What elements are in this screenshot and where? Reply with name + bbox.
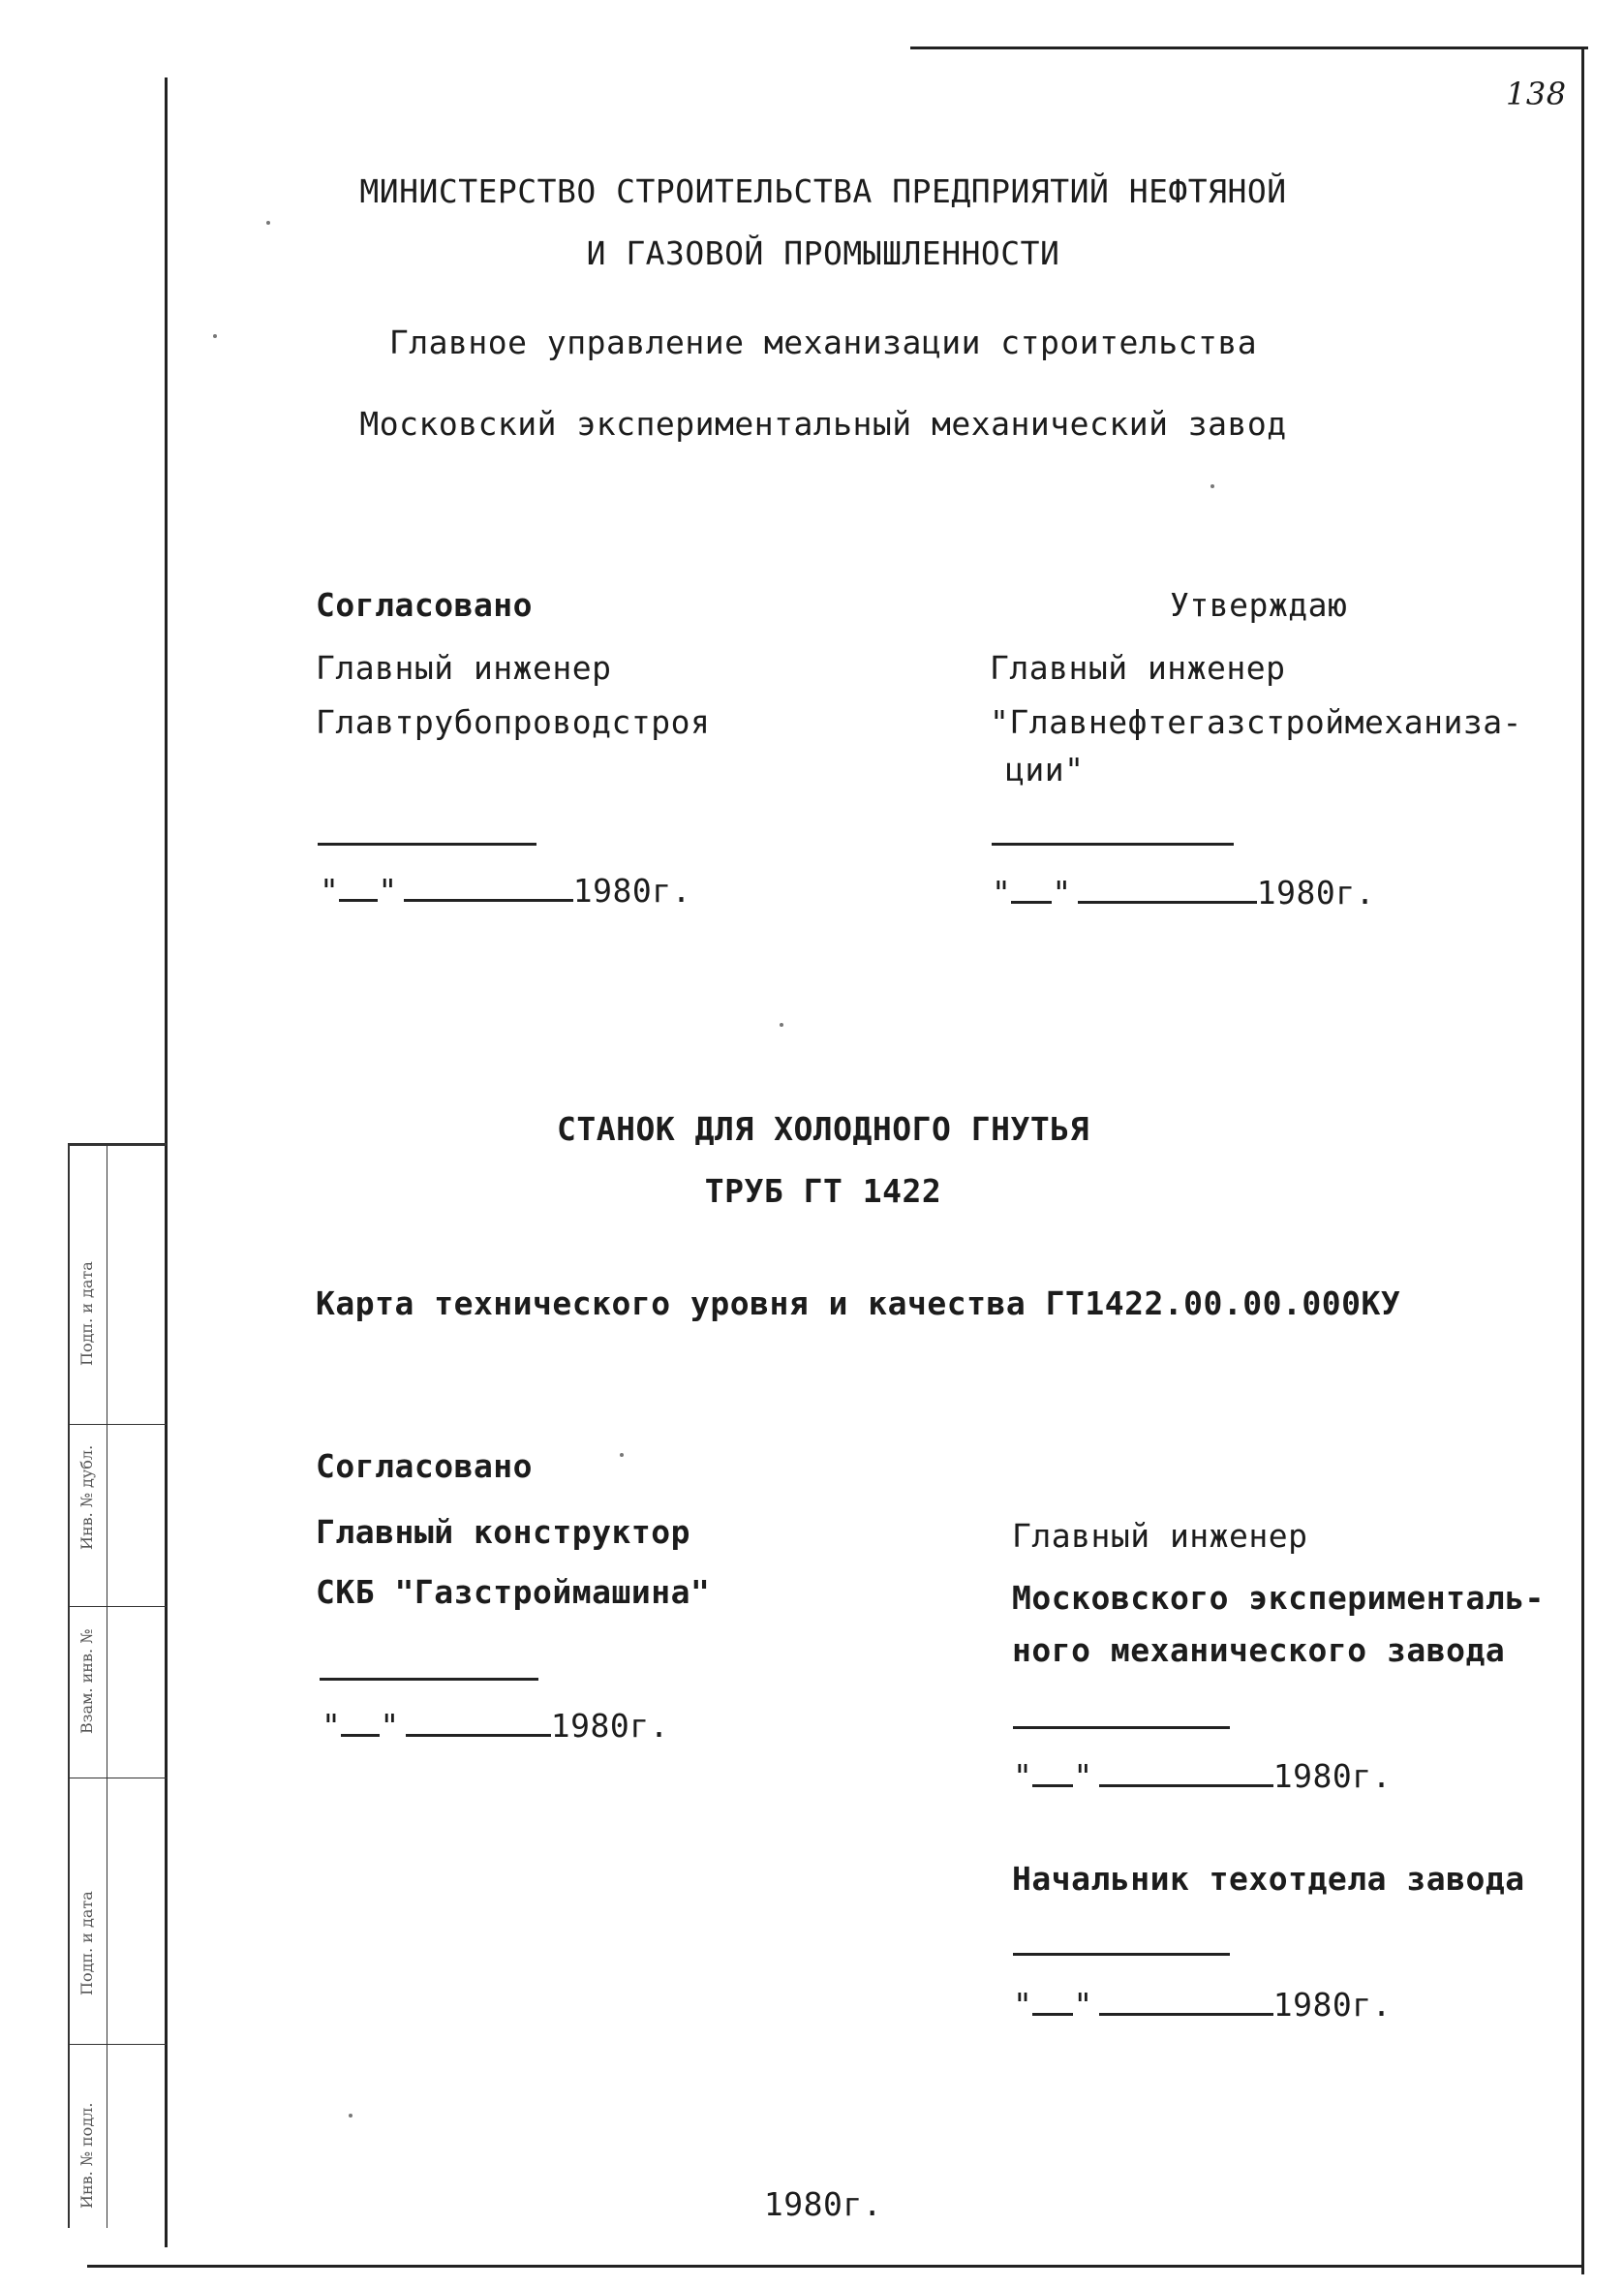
ministry-line-1: МИНИСТЕРСТВО СТРОИТЕЛЬСТВА ПРЕДПРИЯТИЙ НЕФТЯНОЙ: [359, 172, 1287, 210]
date-year: 1980г.: [1256, 874, 1375, 912]
lower-agreed-label: Согласовано: [316, 1447, 534, 1485]
tech-department-head-position: Начальник техотдела завода: [1012, 1860, 1525, 1898]
approve-organization-line-1: "Главнефтегазстроймеханиза-: [990, 703, 1522, 741]
scan-speck: [266, 221, 270, 225]
day-blank: [1011, 874, 1052, 904]
date-quote-close: ": [1073, 1757, 1093, 1795]
frame-top-line: [910, 46, 1588, 49]
date-quote-open: ": [1013, 1757, 1033, 1795]
side-stamp: [68, 1143, 167, 2228]
frame-right-line: [1581, 46, 1584, 2274]
date-quote-open: ": [992, 874, 1012, 912]
date-quote-close: ": [380, 1707, 400, 1745]
tech-department-date: [1013, 1986, 1392, 2024]
department-name: Главное управление механизации строительства: [388, 324, 1258, 361]
agreed-position: Главный инженер: [316, 649, 612, 687]
date-year: 1980г.: [550, 1707, 669, 1745]
date-year: 1980г.: [1272, 1986, 1392, 2024]
date-quote-open: ": [322, 1707, 342, 1745]
stamp-rule-2: [68, 1606, 167, 1607]
chief-engineer-date: [1013, 1757, 1392, 1795]
agreed-organization: Главтрубопроводстроя: [316, 703, 711, 741]
footer-year: 1980г.: [763, 2185, 883, 2223]
date-year: 1980г.: [572, 872, 691, 910]
lower-agreed-signature-line: [320, 1678, 538, 1681]
date-year: 1980г.: [1272, 1757, 1392, 1795]
stamp-label-2: Инв. № дубл.: [77, 1444, 96, 1550]
date-quote-open: ": [1013, 1986, 1033, 2024]
chief-engineer-organization-line-1: Московского эксперименталь-: [1012, 1579, 1545, 1617]
document-title-line-2: ТРУБ ГТ 1422: [704, 1172, 942, 1210]
ministry-line-2: И ГАЗОВОЙ ПРОМЫШЛЕННОСТИ: [586, 234, 1060, 272]
lower-agreed-organization: СКБ "Газстроймашина": [316, 1573, 711, 1611]
lower-agreed-position: Главный конструктор: [316, 1513, 690, 1551]
agreed-label: Согласовано: [316, 586, 534, 624]
scan-speck: [213, 334, 217, 338]
document-subtitle: Карта технического уровня и качества ГТ1422.00.00.000КУ: [316, 1284, 1401, 1322]
day-blank: [341, 1707, 380, 1737]
stamp-label-1: Подп. и дата: [77, 1261, 96, 1366]
chief-engineer-organization-line-2: ного механического завода: [1012, 1631, 1506, 1669]
day-blank: [1032, 1986, 1073, 2016]
month-blank: [1099, 1757, 1273, 1787]
scan-speck: [780, 1023, 783, 1027]
approve-date: [992, 874, 1375, 912]
chief-engineer-position: Главный инженер: [1012, 1517, 1308, 1555]
lower-agreed-date: [322, 1707, 669, 1745]
page-number: 138: [1506, 76, 1567, 112]
frame-bottom-line: [87, 2265, 1584, 2268]
stamp-rule-4: [68, 2044, 167, 2045]
month-blank: [404, 872, 573, 902]
stamp-rule-top: [68, 1143, 167, 1146]
date-quote-close: ": [378, 872, 398, 910]
agreed-signature-line: [318, 843, 536, 846]
approve-signature-line: [992, 843, 1234, 846]
date-quote-open: ": [320, 872, 340, 910]
agreed-date: [320, 872, 691, 910]
approve-position: Главный инженер: [990, 649, 1286, 687]
month-blank: [406, 1707, 551, 1737]
month-blank: [1099, 1986, 1273, 2016]
scan-speck: [349, 2114, 352, 2118]
approve-label: Утверждаю: [1170, 586, 1348, 624]
stamp-rule-1: [68, 1424, 167, 1425]
date-quote-close: ": [1052, 874, 1072, 912]
stamp-label-4: Подп. и дата: [77, 1891, 96, 1995]
stamp-label-3: Взам. инв. №: [77, 1628, 96, 1734]
chief-engineer-signature-line: [1013, 1726, 1230, 1729]
date-quote-close: ": [1073, 1986, 1093, 2024]
day-blank: [339, 872, 378, 902]
month-blank: [1078, 874, 1257, 904]
plant-name: Московский экспериментальный механический завод: [359, 405, 1287, 443]
scan-speck: [620, 1453, 624, 1457]
stamp-label-5: Инв. № подл.: [77, 2102, 96, 2209]
approve-organization-line-2: ции": [1005, 751, 1085, 788]
tech-department-signature-line: [1013, 1953, 1230, 1956]
stamp-rule-outer: [68, 1143, 70, 2228]
day-blank: [1032, 1757, 1073, 1787]
scan-speck: [1210, 484, 1214, 488]
document-title-line-1: СТАНОК ДЛЯ ХОЛОДНОГО ГНУТЬЯ: [557, 1110, 1089, 1148]
